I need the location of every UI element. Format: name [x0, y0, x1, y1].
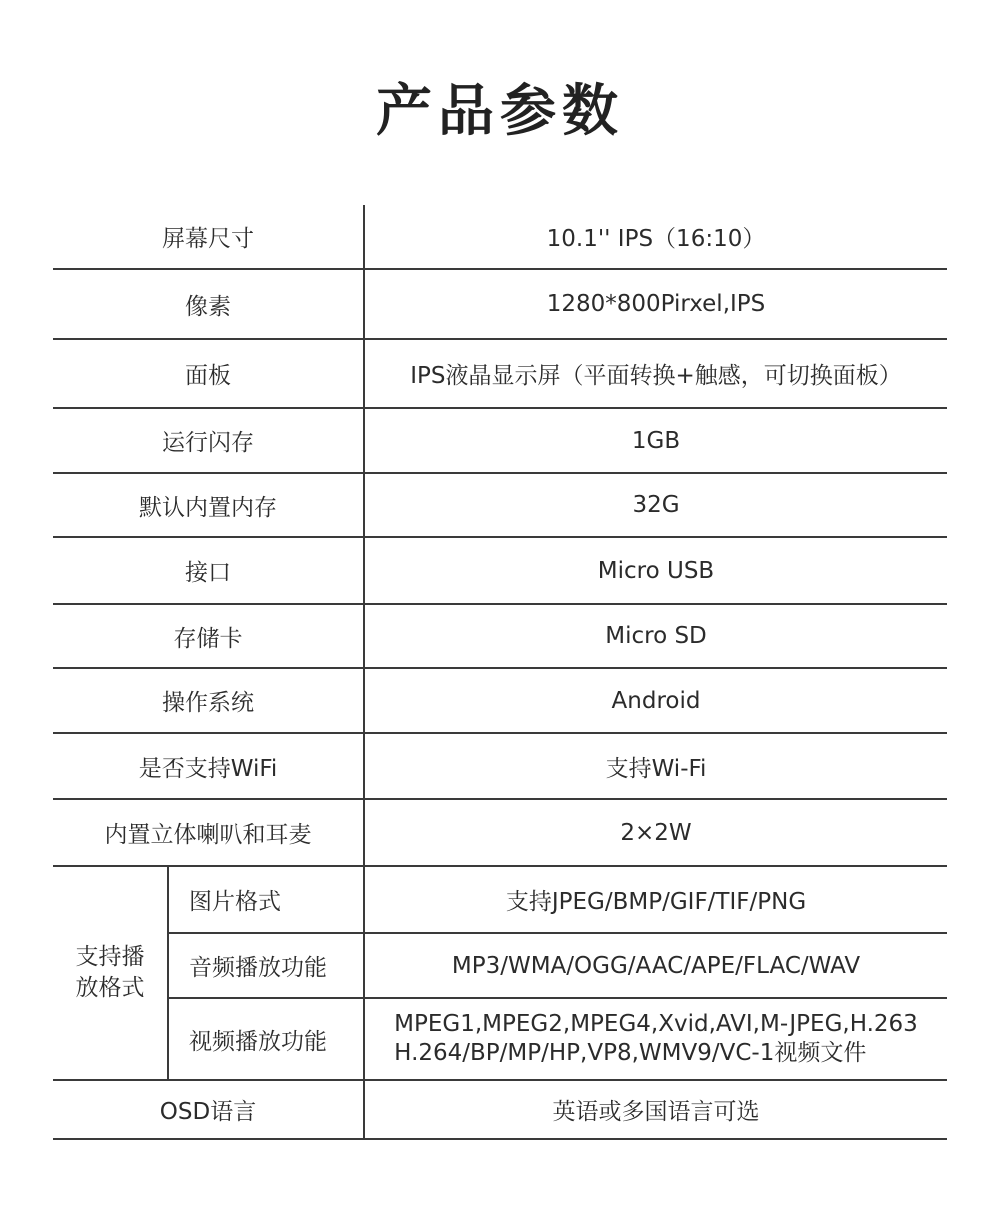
spec-value: 支持Wi-Fi: [364, 733, 947, 799]
spec-sublabel: 图片格式: [168, 866, 364, 933]
spec-sublabel: 音频播放功能: [168, 933, 364, 998]
spec-value: 英语或多国语言可选: [364, 1080, 947, 1139]
table-row: [53, 799, 947, 866]
spec-label: 接口: [53, 537, 364, 604]
table-row: [53, 733, 947, 799]
spec-value: MP3/WMA/OGG/AAC/APE/FLAC/WAV: [364, 933, 947, 998]
format-group-label-line1: 支持播: [75, 944, 145, 970]
page-title: 产品参数: [376, 79, 624, 144]
spec-label: 像素: [53, 269, 364, 339]
spec-value: Android: [364, 668, 947, 733]
table-row: [53, 933, 947, 998]
spec-value: IPS液晶显示屏（平面转换+触感，可切换面板）: [364, 339, 947, 408]
spec-label: 默认内置内存: [53, 473, 364, 537]
table-row: [53, 408, 947, 473]
spec-table: [53, 205, 947, 1140]
spec-label: 存储卡: [53, 604, 364, 668]
spec-label: 屏幕尺寸: [53, 205, 364, 269]
format-group-label: [53, 866, 168, 1080]
video-formats-line2: H.264/BP/MP/HP,VP8,WMV9/VC-1视频文件: [394, 1040, 867, 1066]
table-row: [53, 668, 947, 733]
spec-value: 支持JPEG/BMP/GIF/TIF/PNG: [364, 866, 947, 933]
table-row: [53, 269, 947, 339]
table-row: [53, 1080, 947, 1139]
table-row: [53, 205, 947, 269]
table-row: [53, 537, 947, 604]
spec-value: 32G: [364, 473, 947, 537]
spec-label: OSD语言: [53, 1080, 364, 1139]
table-row: [53, 998, 947, 1080]
spec-value: Micro SD: [364, 604, 947, 668]
table-row: [53, 339, 947, 408]
spec-label: 操作系统: [53, 668, 364, 733]
spec-label: 运行闪存: [53, 408, 364, 473]
spec-label: 内置立体喇叭和耳麦: [53, 799, 364, 866]
table-row: [53, 866, 947, 933]
spec-value-multiline: [364, 998, 947, 1080]
spec-value: 10.1'' IPS（16:10）: [364, 205, 947, 269]
spec-label: 是否支持WiFi: [53, 733, 364, 799]
spec-value: 2×2W: [364, 799, 947, 866]
video-formats-line1: MPEG1,MPEG2,MPEG4,Xvid,AVI,M-JPEG,H.263: [394, 1011, 918, 1037]
spec-value: 1280*800Pirxel,IPS: [364, 269, 947, 339]
video-formats: [394, 1010, 918, 1068]
format-group-label-line2: 放格式: [75, 975, 145, 1001]
spec-value: 1GB: [364, 408, 947, 473]
spec-label: 面板: [53, 339, 364, 408]
table-row: [53, 473, 947, 537]
spec-value: Micro USB: [364, 537, 947, 604]
spec-sublabel: 视频播放功能: [168, 998, 364, 1080]
table-row: [53, 604, 947, 668]
